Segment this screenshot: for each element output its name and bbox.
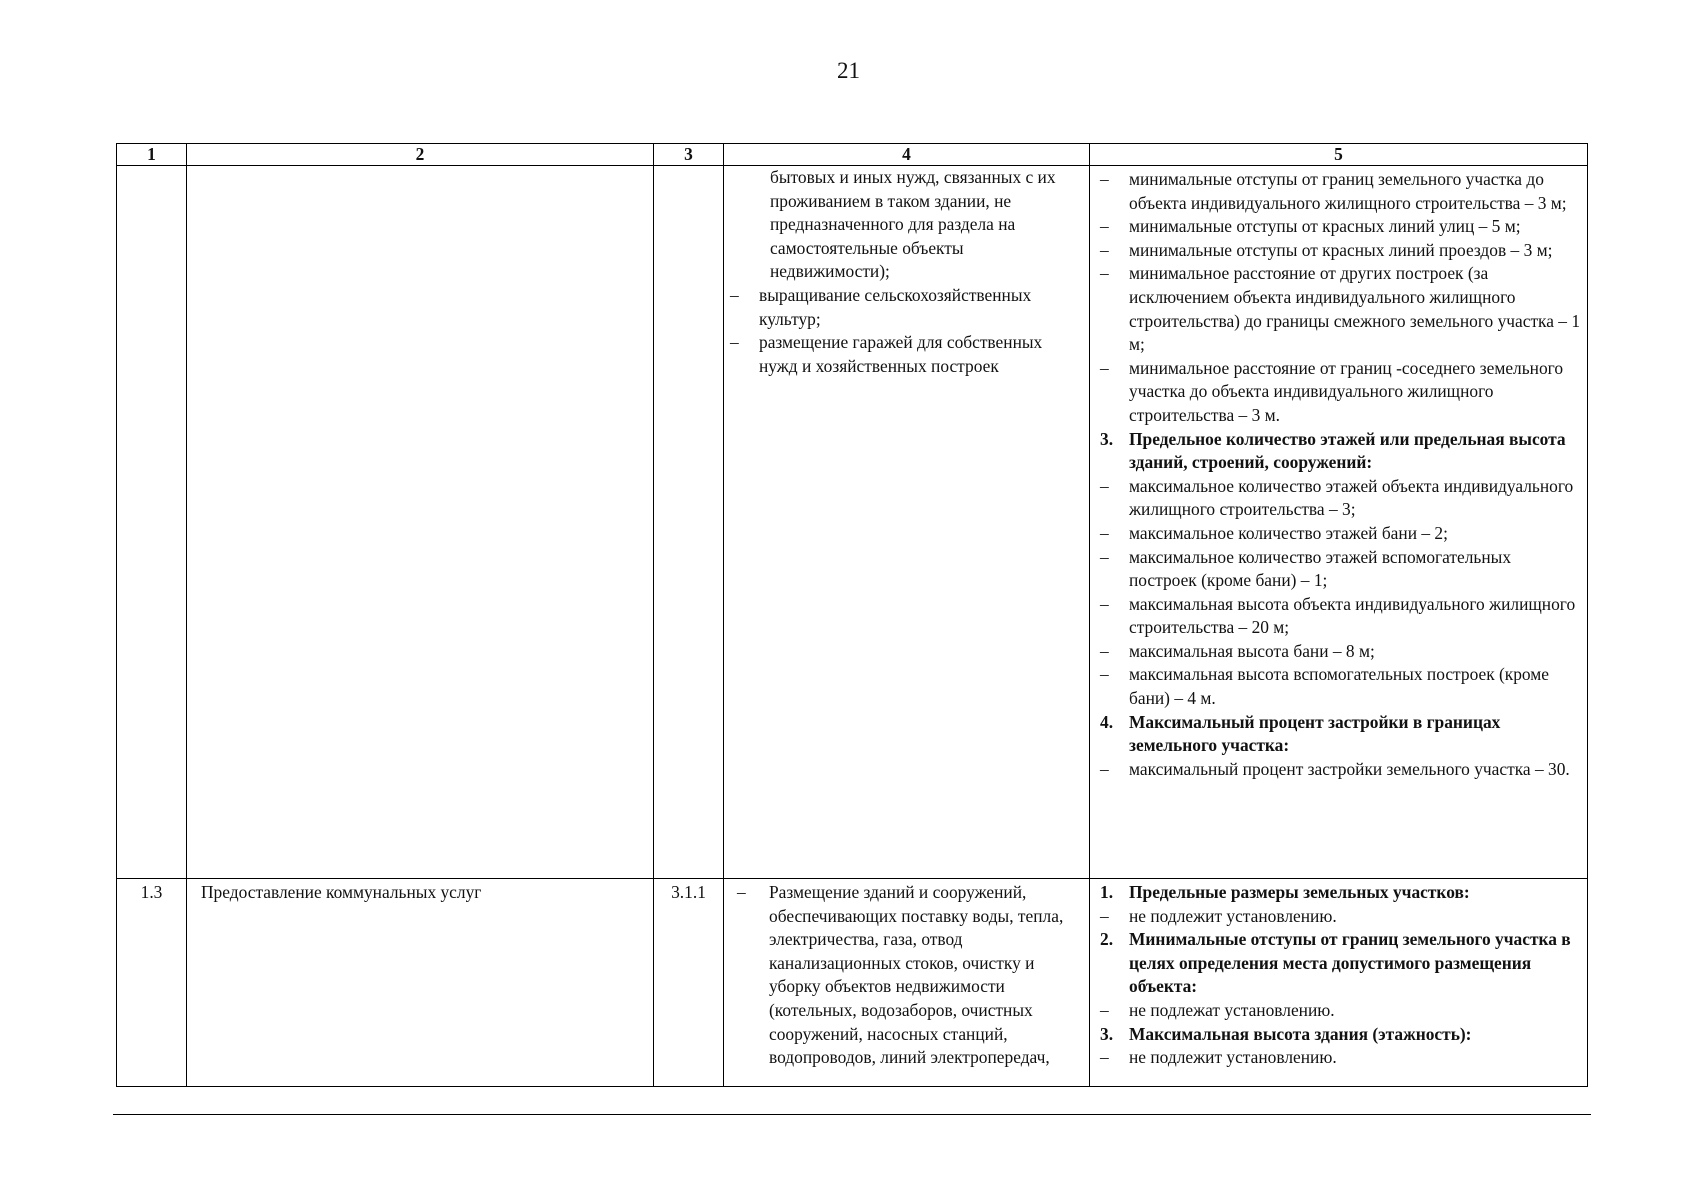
description-list [732, 881, 1085, 1070]
list-heading [1100, 711, 1583, 758]
list-item [1100, 215, 1583, 239]
table-row [117, 166, 1588, 879]
list-item [1100, 546, 1583, 593]
list-marker: – [1100, 546, 1109, 567]
list-item-text: Предельное количество этажей или предельная высота зданий, строений, сооружений: [1129, 428, 1566, 473]
zoning-table [116, 143, 1588, 1087]
list-item [1100, 999, 1583, 1023]
list-marker: – [1100, 758, 1109, 779]
list-item-text: размещение гаражей для собственных нужд и хозяйственных построек [759, 332, 1043, 376]
list-marker: – [1100, 640, 1109, 661]
parameters-list [1100, 168, 1583, 781]
list-marker: – [1100, 905, 1109, 926]
row1-parameters-cell [1090, 166, 1588, 879]
list-marker: – [1100, 593, 1109, 614]
list-marker: – [1100, 263, 1109, 284]
list-marker: – [1100, 1047, 1109, 1068]
list-item-text: не подлежит установлению. [1129, 905, 1337, 926]
header-col-1: 1 [117, 144, 187, 166]
bottom-rule [113, 1114, 1591, 1115]
list-item-text: максимальная высота бани – 8 м; [1129, 640, 1375, 661]
row2-description-cell [724, 879, 1090, 1087]
list-item-text: Минимальные отступы от границ земельного участка в целях определения места допустимого размещения объекта: [1129, 929, 1571, 997]
list-item [730, 331, 1085, 378]
list-marker: – [1100, 999, 1109, 1020]
list-item-text: выращивание сельскохозяйственных культур; [759, 284, 1032, 329]
row1-number-cell [117, 166, 187, 879]
row2-number-cell: 1.3 [117, 879, 187, 1087]
header-col-2: 2 [187, 144, 654, 166]
description-continuation: бытовых и иных нужд, связанных с их проживанием в таком здании, не предназначенного для раздела на самостоятельные объекты недвижимости); [770, 167, 1056, 282]
list-item-text: максимальный процент застройки земельного участка – 30. [1129, 758, 1570, 779]
list-item-text: минимальные отступы от красных линий проездов – 3 м; [1129, 239, 1553, 260]
row1-code-cell [654, 166, 724, 879]
parameters-list [1100, 881, 1583, 1070]
page-number: 21 [837, 58, 860, 83]
list-item [1100, 758, 1583, 782]
list-marker: 4. [1100, 711, 1114, 732]
list-item-text: Размещение зданий и сооружений, обеспечивающих поставку воды, тепла, электричества, газа, отвод канализационных стоков, очистку и уборку объектов недвижимости (котельных, водозаборов, очистных сооружений, насосных станций, водопроводов, линий электропередач, [769, 882, 1064, 1068]
list-item [1100, 522, 1583, 546]
list-marker: – [1100, 522, 1109, 543]
row2-parameters-cell [1090, 879, 1588, 1087]
list-marker: – [1100, 169, 1109, 189]
row2-use-name-cell: Предоставление коммунальных услуг [187, 879, 654, 1087]
list-item [1100, 1046, 1583, 1070]
row1-use-name-cell [187, 166, 654, 879]
list-marker: – [1100, 216, 1109, 237]
list-marker: 3. [1100, 1023, 1114, 1044]
list-marker: 2. [1100, 929, 1114, 950]
header-col-5: 5 [1090, 144, 1588, 166]
list-item-text: Максимальный процент застройки в границах земельного участка: [1129, 711, 1501, 756]
row1-description-cell [724, 166, 1090, 879]
list-item-text: максимальная высота объекта индивидуального жилищного строительства – 20 м; [1129, 593, 1576, 638]
list-marker: 1. [1100, 882, 1114, 902]
list-item-text: максимальное количество этажей бани – 2; [1129, 522, 1448, 543]
list-item [732, 881, 1085, 1070]
list-item [1100, 262, 1583, 356]
list-marker: – [1100, 475, 1109, 496]
list-item-text: максимальное количество этажей объекта индивидуального жилищного строительства – 3; [1129, 475, 1574, 520]
list-item-text: минимальное расстояние от границ -соседнего земельного участка до объекта индивидуального жилищного строительства – 3 м. [1129, 357, 1564, 425]
list-item-text: минимальные отступы от границ земельного участка до объекта индивидуального жилищного строительства – 3 м; [1129, 169, 1567, 213]
list-item [1100, 640, 1583, 664]
list-item [1100, 168, 1583, 215]
list-marker: 3. [1100, 428, 1114, 449]
list-item [1100, 905, 1583, 929]
list-marker: – [730, 332, 739, 353]
header-col-3: 3 [654, 144, 724, 166]
list-item-text: максимальное количество этажей вспомогательных построек (кроме бани) – 1; [1129, 546, 1512, 591]
list-item [1100, 593, 1583, 640]
table-row [117, 879, 1588, 1087]
list-marker: – [730, 284, 739, 305]
list-heading [1100, 881, 1583, 905]
row2-code-cell: 3.1.1 [654, 879, 724, 1087]
list-item-text: минимальное расстояние от других построек (за исключением объекта индивидуального жилищного строительства) до границы смежного земельного участка – 1 м; [1129, 263, 1581, 355]
list-marker: – [1100, 357, 1109, 378]
list-item [730, 284, 1085, 331]
list-heading [1100, 428, 1583, 475]
list-item-text: минимальные отступы от красных линий улиц – 5 м; [1129, 216, 1521, 237]
list-item-text: Максимальная высота здания (этажность): [1129, 1023, 1472, 1044]
list-item-text: не подлежит установлению. [1129, 1047, 1337, 1068]
list-marker: – [1100, 239, 1109, 260]
list-heading [1100, 1023, 1583, 1047]
list-marker: – [737, 882, 746, 902]
list-item [1100, 475, 1583, 522]
list-item-text: максимальная высота вспомогательных построек (кроме бани) – 4 м. [1129, 664, 1550, 709]
list-heading [1100, 928, 1583, 999]
list-item-text: не подлежат установлению. [1129, 999, 1335, 1020]
list-item-text: Предельные размеры земельных участков: [1129, 882, 1470, 902]
table-header-row [117, 144, 1588, 166]
list-item [1100, 663, 1583, 710]
list-item [1100, 239, 1583, 263]
list-marker: – [1100, 664, 1109, 685]
description-list [730, 284, 1085, 378]
list-item [1100, 357, 1583, 428]
header-col-4: 4 [724, 144, 1090, 166]
